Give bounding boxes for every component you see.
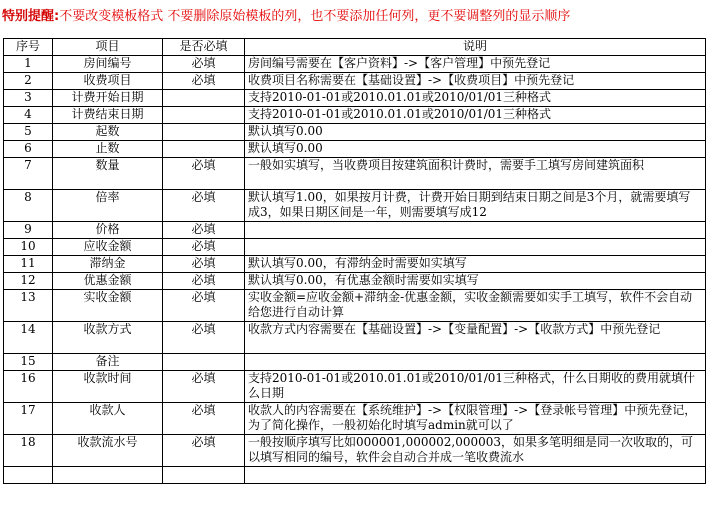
cell-required[interactable]: 必填 <box>163 73 245 90</box>
table-row <box>4 354 706 371</box>
cell-required[interactable] <box>163 107 245 124</box>
cell-description[interactable]: 默认填写0.00，有优惠金额时需要如实填写 <box>245 273 706 290</box>
cell-no[interactable]: 12 <box>4 273 53 290</box>
table-row <box>4 107 706 124</box>
cell-item[interactable]: 备注 <box>53 354 163 371</box>
table-row <box>4 239 706 256</box>
cell-description[interactable]: 默认填写0.00 <box>245 124 706 141</box>
table-row <box>4 435 706 467</box>
table-row <box>4 190 706 222</box>
cell-description[interactable]: 收款方式内容需要在【基础设置】->【变量配置】->【收款方式】中预先登记 <box>245 322 706 354</box>
table-row <box>4 158 706 190</box>
cell-required[interactable]: 必填 <box>163 290 245 322</box>
cell-item[interactable]: 房间编号 <box>53 56 163 73</box>
header-item[interactable]: 项目 <box>53 39 163 56</box>
cell-required[interactable]: 必填 <box>163 190 245 222</box>
cell-required[interactable]: 必填 <box>163 273 245 290</box>
cell-description[interactable]: 默认填写0.00 <box>245 141 706 158</box>
cell-item[interactable]: 止数 <box>53 141 163 158</box>
cell-required[interactable]: 必填 <box>163 56 245 73</box>
cell-required[interactable]: 必填 <box>163 435 245 467</box>
cell-description[interactable] <box>245 239 706 256</box>
warning-notice <box>2 4 570 30</box>
cell-item[interactable]: 计费开始日期 <box>53 90 163 107</box>
header-required[interactable]: 是否必填 <box>163 39 245 56</box>
cell-required[interactable]: 必填 <box>163 371 245 403</box>
cell-no[interactable]: 1 <box>4 56 53 73</box>
table-row <box>4 141 706 158</box>
cell-description[interactable] <box>245 354 706 371</box>
cell-no[interactable]: 16 <box>4 371 53 403</box>
cell-item[interactable]: 数量 <box>53 158 163 190</box>
cell-no[interactable]: 2 <box>4 73 53 90</box>
table-row <box>4 403 706 435</box>
table-row <box>4 73 706 90</box>
cell-description[interactable]: 一般如实填写，当收费项目按建筑面积计费时，需要手工填写房间建筑面积 <box>245 158 706 190</box>
cell-item[interactable]: 收款流水号 <box>53 435 163 467</box>
cell-required[interactable]: 必填 <box>163 222 245 239</box>
cell-no[interactable]: 13 <box>4 290 53 322</box>
cell-no[interactable]: 9 <box>4 222 53 239</box>
cell-description[interactable]: 收款人的内容需要在【系统维护】->【权限管理】->【登录帐号管理】中预先登记，为了简化操作，一般初始化时填写admin就可以了 <box>245 403 706 435</box>
table-row <box>4 371 706 403</box>
cell-required[interactable]: 必填 <box>163 256 245 273</box>
cell-description[interactable]: 一般按顺序填写比如000001,000002,000003，如果多笔明细是同一次收取的，可以填写相同的编号，软件会自动合并成一笔收费流水 <box>245 435 706 467</box>
cell-description[interactable]: 支持2010-01-01或2010.01.01或2010/01/01三种格式 <box>245 107 706 124</box>
cell-description[interactable]: 支持2010-01-01或2010.01.01或2010/01/01三种格式 <box>245 90 706 107</box>
cell-item[interactable]: 价格 <box>53 222 163 239</box>
cell-required[interactable]: 必填 <box>163 322 245 354</box>
table-row-empty <box>4 467 706 484</box>
cell-item[interactable]: 滞纳金 <box>53 256 163 273</box>
cell-item[interactable]: 计费结束日期 <box>53 107 163 124</box>
empty-cell[interactable] <box>53 467 163 484</box>
cell-no[interactable]: 11 <box>4 256 53 273</box>
cell-item[interactable]: 收款方式 <box>53 322 163 354</box>
cell-required[interactable] <box>163 124 245 141</box>
cell-no[interactable]: 17 <box>4 403 53 435</box>
cell-no[interactable]: 4 <box>4 107 53 124</box>
table-row <box>4 273 706 290</box>
empty-cell[interactable] <box>163 467 245 484</box>
header-no[interactable]: 序号 <box>4 39 53 56</box>
warning-lead: 特别提醒: <box>2 9 60 24</box>
cell-no[interactable]: 7 <box>4 158 53 190</box>
table-row <box>4 90 706 107</box>
cell-required[interactable] <box>163 90 245 107</box>
empty-cell[interactable] <box>4 467 53 484</box>
cell-description[interactable]: 收费项目名称需要在【基础设置】->【收费项目】中预先登记 <box>245 73 706 90</box>
cell-required[interactable] <box>163 141 245 158</box>
cell-no[interactable]: 3 <box>4 90 53 107</box>
instruction-table <box>3 38 706 484</box>
cell-no[interactable]: 10 <box>4 239 53 256</box>
table-row <box>4 290 706 322</box>
cell-description[interactable]: 默认填写0.00，有滞纳金时需要如实填写 <box>245 256 706 273</box>
warning-text: 不要改变模板格式 不要删除原始模板的列，也不要添加任何列，更不要调整列的显示顺序 <box>59 9 571 24</box>
cell-required[interactable]: 必填 <box>163 158 245 190</box>
empty-cell[interactable] <box>245 467 706 484</box>
cell-no[interactable]: 15 <box>4 354 53 371</box>
table-row <box>4 322 706 354</box>
cell-no[interactable]: 5 <box>4 124 53 141</box>
cell-item[interactable]: 应收金额 <box>53 239 163 256</box>
table-row <box>4 256 706 273</box>
cell-item[interactable]: 倍率 <box>53 190 163 222</box>
cell-no[interactable]: 8 <box>4 190 53 222</box>
cell-item[interactable]: 实收金额 <box>53 290 163 322</box>
cell-item[interactable]: 收款人 <box>53 403 163 435</box>
header-description[interactable]: 说明 <box>245 39 706 56</box>
cell-required[interactable]: 必填 <box>163 239 245 256</box>
cell-no[interactable]: 14 <box>4 322 53 354</box>
cell-item[interactable]: 起数 <box>53 124 163 141</box>
cell-description[interactable]: 默认填写1.00，如果按月计费，计费开始日期到结束日期之间是3个月，就需要填写成3，如果日期区间是一年，则需要填写成12 <box>245 190 706 222</box>
table-row <box>4 222 706 239</box>
cell-item[interactable]: 优惠金额 <box>53 273 163 290</box>
cell-no[interactable]: 18 <box>4 435 53 467</box>
table-row <box>4 56 706 73</box>
cell-description[interactable]: 支持2010-01-01或2010.01.01或2010/01/01三种格式，什么日期收的费用就填什么日期 <box>245 371 706 403</box>
cell-description[interactable]: 实收金额=应收金额+滞纳金-优惠金额，实收金额需要如实手工填写，软件不会自动给您进行自动计算 <box>245 290 706 322</box>
table-header-row <box>4 39 706 56</box>
cell-required[interactable] <box>163 354 245 371</box>
cell-description[interactable]: 房间编号需要在【客户资料】->【客户管理】中预先登记 <box>245 56 706 73</box>
cell-description[interactable] <box>245 222 706 239</box>
cell-item[interactable]: 收费项目 <box>53 73 163 90</box>
cell-item[interactable]: 收款时间 <box>53 371 163 403</box>
table-row <box>4 124 706 141</box>
cell-required[interactable]: 必填 <box>163 403 245 435</box>
cell-no[interactable]: 6 <box>4 141 53 158</box>
